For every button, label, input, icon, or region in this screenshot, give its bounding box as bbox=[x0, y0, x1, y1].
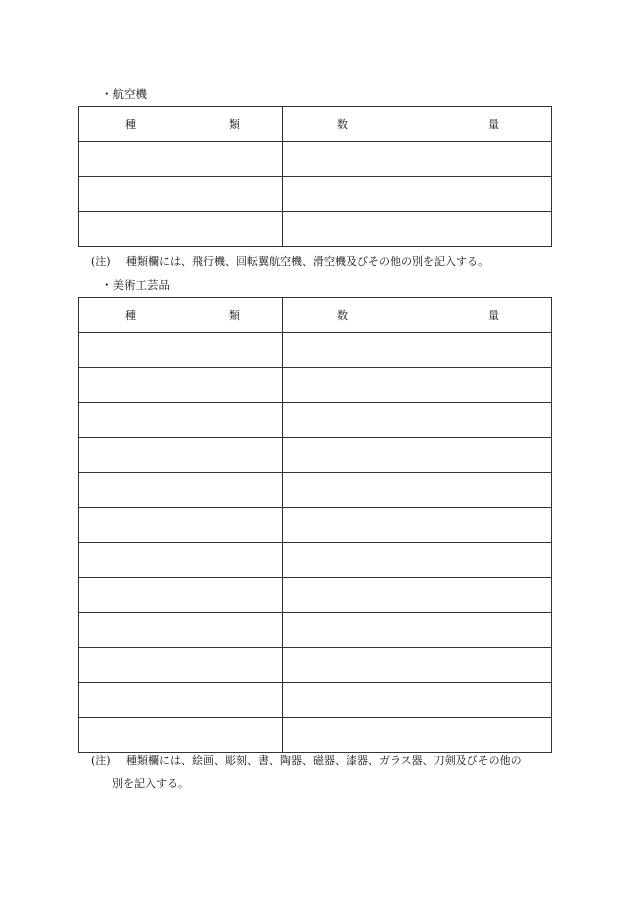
artworks-note-text: 種類欄には、絵画、彫刻、書、陶器、磁器、漆器、ガラス器、刀剣及びその他の bbox=[126, 754, 522, 767]
artworks-row bbox=[79, 543, 552, 578]
aircraft-note bbox=[91, 253, 489, 271]
note-mark: (注) bbox=[91, 255, 111, 268]
type-header-char-1: 種 bbox=[125, 309, 136, 322]
artworks-quantity-cell[interactable] bbox=[283, 578, 552, 613]
type-header-char-2: 類 bbox=[229, 118, 240, 131]
artworks-type-cell[interactable] bbox=[79, 368, 283, 403]
artworks-row bbox=[79, 508, 552, 543]
artworks-row bbox=[79, 613, 552, 648]
artworks-quantity-cell[interactable] bbox=[283, 368, 552, 403]
aircraft-type-cell[interactable] bbox=[79, 142, 283, 177]
type-column-header bbox=[79, 298, 283, 333]
aircraft-section-label: ・航空機 bbox=[101, 87, 147, 101]
artworks-row bbox=[79, 368, 552, 403]
artworks-quantity-cell[interactable] bbox=[283, 473, 552, 508]
artworks-note-continuation: 別を記入する。 bbox=[112, 777, 189, 790]
artworks-row bbox=[79, 333, 552, 368]
artworks-type-cell[interactable] bbox=[79, 613, 283, 648]
artworks-type-cell[interactable] bbox=[79, 333, 283, 368]
artworks-quantity-cell[interactable] bbox=[283, 333, 552, 368]
aircraft-row bbox=[79, 212, 552, 247]
artworks-type-cell[interactable] bbox=[79, 403, 283, 438]
artworks-quantity-cell[interactable] bbox=[283, 613, 552, 648]
artworks-row bbox=[79, 438, 552, 473]
aircraft-row bbox=[79, 177, 552, 212]
quantity-header-char-2: 量 bbox=[488, 118, 499, 131]
type-column-header bbox=[79, 107, 283, 142]
quantity-header-char-1: 数 bbox=[337, 118, 348, 131]
artworks-quantity-cell[interactable] bbox=[283, 508, 552, 543]
artworks-row bbox=[79, 403, 552, 438]
artworks-type-cell[interactable] bbox=[79, 543, 283, 578]
artworks-quantity-cell[interactable] bbox=[283, 648, 552, 683]
aircraft-table bbox=[78, 106, 552, 247]
artworks-quantity-cell[interactable] bbox=[283, 683, 552, 718]
artworks-type-cell[interactable] bbox=[79, 508, 283, 543]
artworks-type-cell[interactable] bbox=[79, 718, 283, 753]
artworks-row bbox=[79, 718, 552, 753]
aircraft-quantity-cell[interactable] bbox=[283, 177, 552, 212]
artworks-row bbox=[79, 683, 552, 718]
artworks-row bbox=[79, 578, 552, 613]
artworks-table-header bbox=[79, 298, 552, 333]
type-header-char-1: 種 bbox=[125, 118, 136, 131]
quantity-column-header bbox=[283, 298, 552, 333]
artworks-type-cell[interactable] bbox=[79, 648, 283, 683]
aircraft-type-cell[interactable] bbox=[79, 212, 283, 247]
artworks-type-cell[interactable] bbox=[79, 683, 283, 718]
type-header-char-2: 類 bbox=[229, 309, 240, 322]
aircraft-quantity-cell[interactable] bbox=[283, 212, 552, 247]
artworks-quantity-cell[interactable] bbox=[283, 403, 552, 438]
artworks-row bbox=[79, 473, 552, 508]
artworks-row bbox=[79, 648, 552, 683]
aircraft-row bbox=[79, 142, 552, 177]
artworks-note bbox=[91, 752, 522, 770]
note-mark: (注) bbox=[91, 754, 111, 767]
artworks-type-cell[interactable] bbox=[79, 473, 283, 508]
artworks-type-cell[interactable] bbox=[79, 578, 283, 613]
quantity-header-char-2: 量 bbox=[488, 309, 499, 322]
aircraft-type-cell[interactable] bbox=[79, 177, 283, 212]
artworks-type-cell[interactable] bbox=[79, 438, 283, 473]
quantity-header-char-1: 数 bbox=[337, 309, 348, 322]
aircraft-table-header bbox=[79, 107, 552, 142]
artworks-quantity-cell[interactable] bbox=[283, 718, 552, 753]
quantity-column-header bbox=[283, 107, 552, 142]
artworks-quantity-cell[interactable] bbox=[283, 543, 552, 578]
artworks-quantity-cell[interactable] bbox=[283, 438, 552, 473]
aircraft-quantity-cell[interactable] bbox=[283, 142, 552, 177]
artworks-section-label: ・美術工芸品 bbox=[101, 278, 170, 292]
artworks-table bbox=[78, 297, 552, 753]
aircraft-note-text: 種類欄には、飛行機、回転翼航空機、滑空機及びその他の別を記入する。 bbox=[126, 255, 489, 268]
